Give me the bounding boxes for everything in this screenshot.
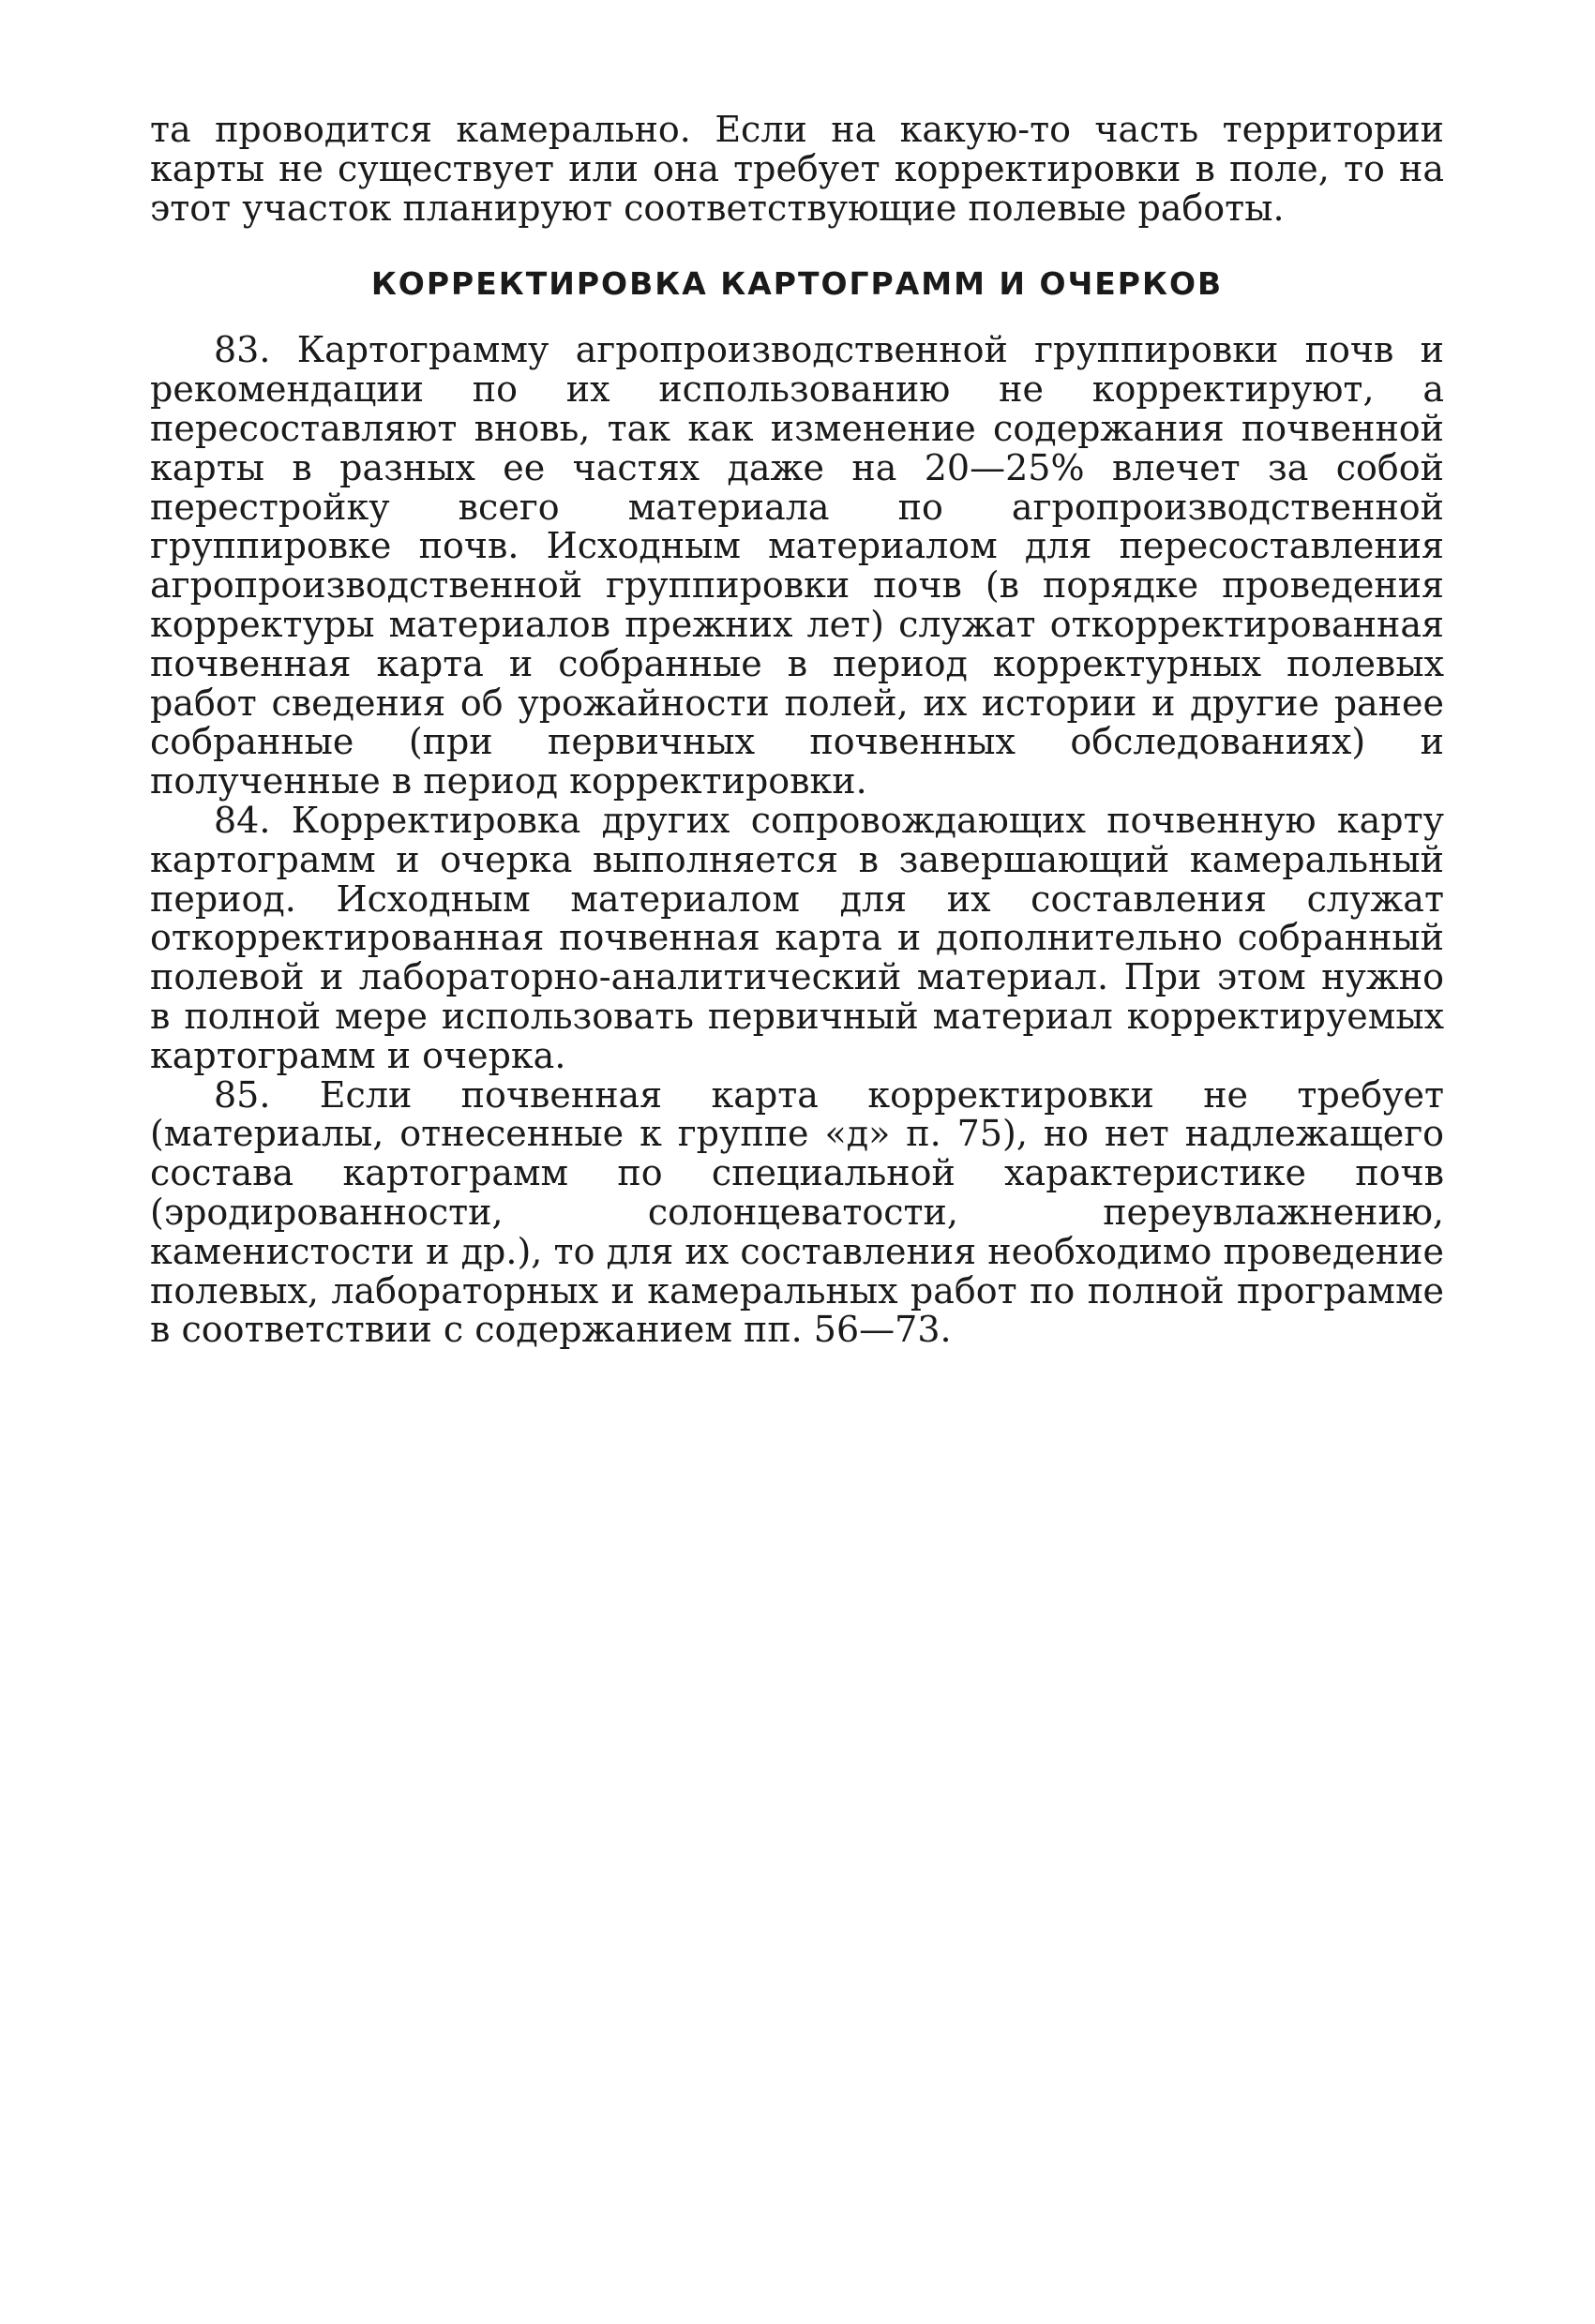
section-heading: КОРРЕКТИРОВКА КАРТОГРАММ И ОЧЕРКОВ xyxy=(370,265,1224,303)
intro-paragraph: та проводится камерально. Если на какую-то часть территории карты не существует или она требует корректировки в поле, то на этот участок планируют соответствующие полевые работы. xyxy=(150,109,1444,229)
section-body xyxy=(150,331,1444,1350)
paragraph-85: 85. Если почвенная карта корректировки не требует (материалы, отнесенные к группе «д» п. 75), но нет надлежащего состава картограмм по специальной характеристике почв (эродированности, солонцеватости, переувлажнению, каменистости и др.), то для их составления необходимо проведение полевых, лабораторных и камеральных работ по полной программе в соответствии с содержанием пп. 56—73. xyxy=(150,1073,1444,1351)
paragraph-83: 83. Картограмму агропроизводственной группировки почв и рекомендации по их использованию не корректируют, а пересоставляют вновь, так как изменение содержания почвенной карты в разных ее частях даже на 20—25% влечет за собой перестройку всего материала по агропроизводственной группировке почв. Исходным материалом для пересоставления агропроизводственной группировки почв (в порядке проведения корректуры материалов прежних лет) служат откорректированная почвенная карта и собранные в период корректурных полевых работ сведения об урожайности полей, их истории и другие ранее собранные (при первичных почвенных обследованиях) и полученные в период корректировки. xyxy=(150,329,1444,802)
paragraph-84: 84. Корректировка других сопровождающих почвенную карту картограмм и очерка выполняется в завершающий камеральный период. Исходным материалом для их составления служат откорректированная почвенная карта и дополнительно собранный полевой и лабораторно-аналитический материал. При этом нужно в полной мере использовать первичный материал корректируемых картограмм и очерка. xyxy=(150,799,1444,1076)
document-page xyxy=(150,111,1444,1350)
